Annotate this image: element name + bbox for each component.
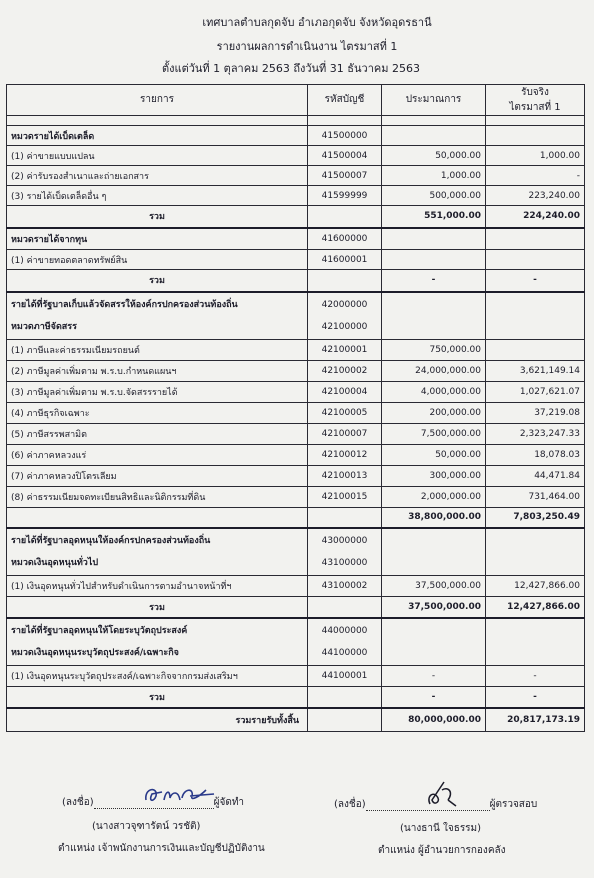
signature-right-line: (ลงชื่อ) ผู้ตรวจสอบ bbox=[334, 799, 538, 810]
table-row: (1) เงินอุดหนุนระบุวัตถุประสงค์/เฉพาะกิจจากกรมส่งเสริมฯ 44100001 - - bbox=[7, 666, 585, 687]
table-row: (2) ภาษีมูลค่าเพิ่มตาม พ.ร.บ.กำหนดแผนฯ 42100002 24,000,000.00 3,621,149.14 bbox=[7, 361, 585, 382]
section-title: หมวดรายได้จากทุน bbox=[7, 228, 308, 250]
col-header-code: รหัสบัญชี bbox=[308, 85, 382, 116]
section-title: รายได้ที่รัฐบาลอุดหนุนให้โดยระบุวัตถุประสงค์ หมวดเงินอุดหนุนระบุวัตถุประสงค์/เฉพาะกิจ bbox=[7, 618, 308, 666]
subtotal-row: รวม 37,500,000.00 12,427,866.00 bbox=[7, 597, 585, 618]
account-code: 42000000 42100000 bbox=[308, 292, 382, 340]
table-row: (1) ภาษีและค่าธรรมเนียมรถยนต์ 42100001 750,000.00 bbox=[7, 340, 585, 361]
signer-left-position: ตำแหน่ง เจ้าพนักงานการเงินและบัญชีปฏิบัติงาน bbox=[58, 843, 265, 854]
signer-right-name: (นางธานี ใจธรรม) bbox=[400, 823, 482, 834]
table-row: (8) ค่าธรรมเนียมจดทะเบียนสิทธิและนิติกรรมที่ดิน 42100015 2,000,000.00 731,464.00 bbox=[7, 487, 585, 508]
signature-right-image bbox=[420, 776, 468, 810]
account-code: 41500000 bbox=[308, 126, 382, 146]
account-code: 41600000 bbox=[308, 228, 382, 250]
col-header-actual: รับจริง ไตรมาสที่ 1 bbox=[486, 85, 585, 116]
signer-left-name: (นางสาวจุฑารัตน์ วรชัติ) bbox=[92, 821, 201, 832]
account-code: 44000000 44100000 bbox=[308, 618, 382, 666]
section-title: รายได้ที่รัฐบาลอุดหนุนให้องค์กรปกครองส่วนท้องถิ่น หมวดเงินอุดหนุนทั่วไป bbox=[7, 528, 308, 576]
subtotal-row: รวม - - bbox=[7, 687, 585, 708]
report-table bbox=[6, 84, 585, 732]
table-row: (3) รายได้เบ็ดเตล็ดอื่น ๆ 41599999 500,000.00 223,240.00 bbox=[7, 186, 585, 206]
table-row: (2) ค่ารับรองสำเนาและถ่ายเอกสาร 41500007 1,000.00 - bbox=[7, 166, 585, 186]
header-line-1: เทศบาลตำบลกุดจับ อำเภอกุดจับ จังหวัดอุดรธานี bbox=[202, 16, 432, 29]
account-code: 43000000 43100000 bbox=[308, 528, 382, 576]
signature-left-line: (ลงชื่อ) ผู้จัดทำ bbox=[62, 797, 245, 808]
table-row: (4) ภาษีธุรกิจเฉพาะ 42100005 200,000.00 37,219.08 bbox=[7, 403, 585, 424]
col-header-item: รายการ bbox=[7, 85, 308, 116]
subtotal-row: รวม - - bbox=[7, 270, 585, 292]
header-line-3: ตั้งแต่วันที่ 1 ตุลาคม 2563 ถึงวันที่ 31 ธันวาคม 2563 bbox=[161, 62, 420, 75]
table-row: (1) เงินอุดหนุนทั่วไปสำหรับดำเนินการตามอำนาจหน้าที่ฯ 43100002 37,500,000.00 12,427,866.00 bbox=[7, 576, 585, 597]
table-row: (5) ภาษีสรรพสามิต 42100007 7,500,000.00 2,323,247.33 bbox=[7, 424, 585, 445]
signature-left-image bbox=[140, 782, 220, 808]
table-row: (6) ค่าภาคหลวงแร่ 42100012 50,000.00 18,078.03 bbox=[7, 445, 585, 466]
col-header-estimate: ประมาณการ bbox=[382, 85, 486, 116]
section-title: รายได้ที่รัฐบาลเก็บแล้วจัดสรรให้องค์กรปกครองส่วนท้องถิ่น หมวดภาษีจัดสรร bbox=[7, 292, 308, 340]
subtotal-row: 38,800,000.00 7,803,250.49 bbox=[7, 508, 585, 528]
table-row: (1) ค่าขายทอดตลาดทรัพย์สิน 41600001 bbox=[7, 250, 585, 270]
grand-total-row: รวมรายรับทั้งสิ้น 80,000,000.00 20,817,173.19 bbox=[7, 708, 585, 732]
table-row: (3) ภาษีมูลค่าเพิ่มตาม พ.ร.บ.จัดสรรรายได้ 42100004 4,000,000.00 1,027,621.07 bbox=[7, 382, 585, 403]
header-line-2: รายงานผลการดำเนินงาน ไตรมาสที่ 1 bbox=[216, 40, 398, 53]
table-row: (1) ค่าขายแบบแปลน 41500004 50,000.00 1,000.00 bbox=[7, 146, 585, 166]
section-title: หมวดรายได้เบ็ดเตล็ด bbox=[7, 126, 308, 146]
table-row: (7) ค่าภาคหลวงปิโตรเลียม 42100013 300,000.00 44,471.84 bbox=[7, 466, 585, 487]
signer-right-position: ตำแหน่ง ผู้อำนวยการกองคลัง bbox=[378, 845, 506, 856]
subtotal-row: รวม 551,000.00 224,240.00 bbox=[7, 206, 585, 228]
